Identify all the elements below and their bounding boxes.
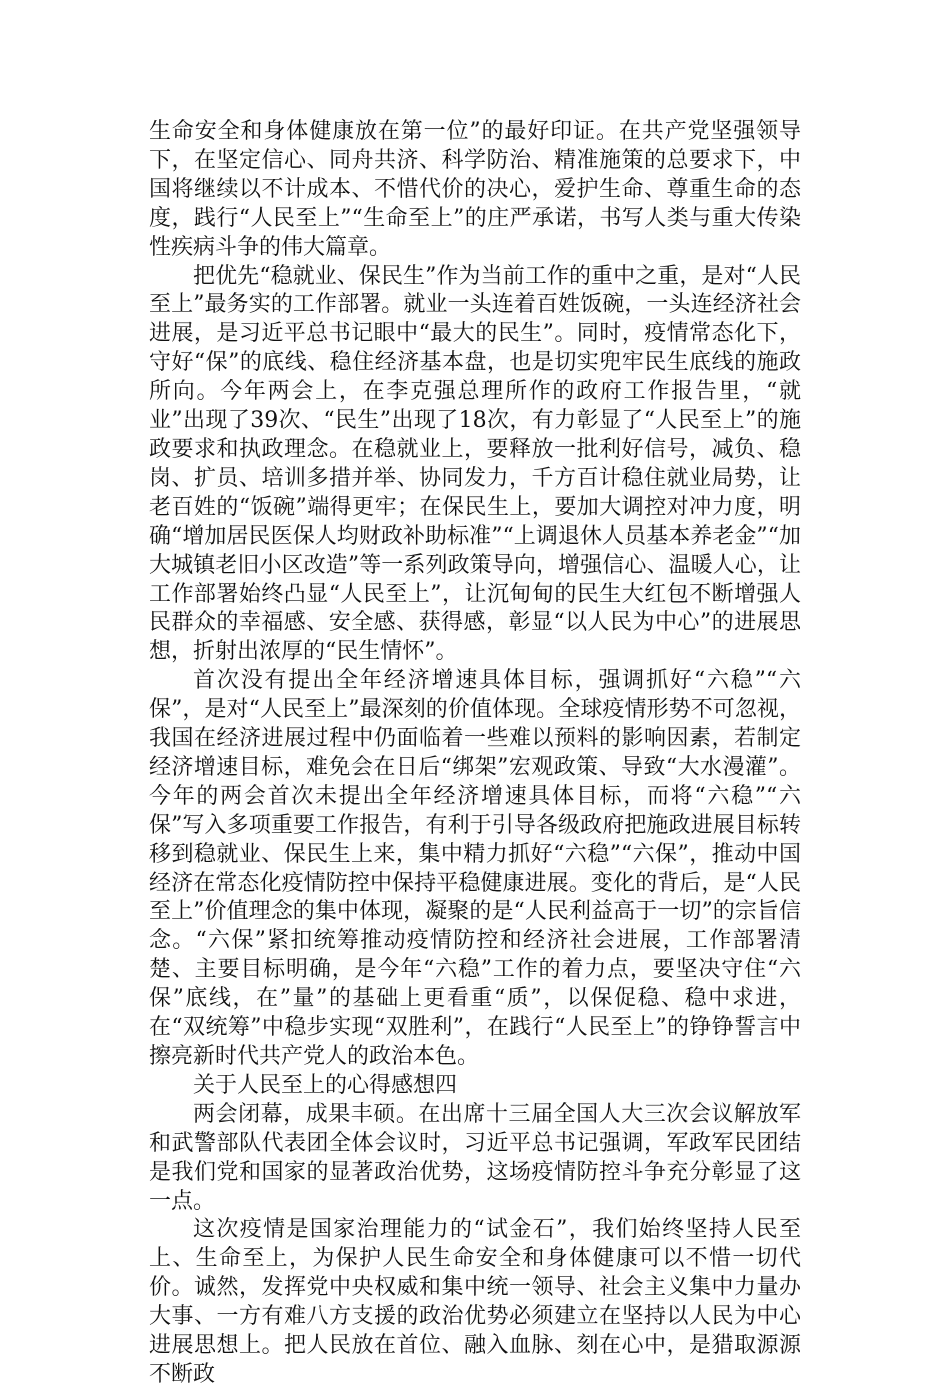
paragraph-5: 这次疫情是国家治理能力的“试金石”，我们始终坚持人民至上、生命至上，为保护人民生命安全和身体健康可以不惜一切代价。诚然，发挥党中央权威和集中统一领导、社会主义集中力量办大事、一方有难八方支援的政治优势必须建立在坚持以人民为中心进展思想上。把人民放在首位、融入血脉、刻在心中，是猎取源源不断政 [149,1217,801,1387]
paragraph-2: 把优先“稳就业、保民生”作为当前工作的重中之重，是对“人民至上”最务实的工作部署。就业一头连着百姓饭碗，一头连经济社会进展，是习近平总书记眼中“最大的民生”。同时，疫情常态化下，守好“保”的底线、稳住经济基本盘，也是切实兜牢民生底线的施政所向。今年两会上，在李克强总理所作的政府工作报告里，“就业”出现了39次、“民生”出现了18次，有力彰显了“人民至上”的施政要求和执政理念。在稳就业上，要释放一批利好信号，减负、稳岗、扩员、培训多措并举、协同发力，千方百计稳住就业局势，让老百姓的“饭碗”端得更牢；在保民生上，要加大调控对冲力度，明确“增加居民医保人均财政补助标准”“上调退休人员基本养老金”“加大城镇老旧小区改造”等一系列政策导向，增强信心、温暖人心，让工作部署始终凸显“人民至上”，让沉甸甸的民生大红包不断增强人民群众的幸福感、安全感、获得感，彰显“以人民为中心”的进展思想，折射出浓厚的“民生情怀”。 [149,263,801,665]
section-heading: 关于人民至上的心得感想四 [193,1072,458,1098]
paragraph-3: 首次没有提出全年经济增速具体目标，强调抓好“六稳”“六保”，是对“人民至上”最深刻的价值体现。全球疫情形势不可忽视，我国在经济进展过程中仍面临着一些难以预料的影响因素，若制定经济增速目标，难免会在日后“绑架”宏观政策、导致“大水漫灌”。今年的两会首次未提出全年经济增速具体目标，而将“六稳”“六保”写入多项重要工作报告，有利于引导各级政府把施政进展目标转移到稳就业、保民生上来，集中精力抓好“六稳”“六保”，推动中国经济在常态化疫情防控中保持平稳健康进展。变化的背后，是“人民至上”价值理念的集中体现，凝聚的是“人民利益高于一切”的宗旨信念。“六保”紧扣统筹推动疫情防控和经济社会进展，工作部署清楚、主要目标明确，是今年“六稳”工作的着力点，要坚决守住“六保”底线，在”量”的基础上更看重“质”，以保促稳、稳中求进，在“双统筹”中稳步实现“双胜利”，在践行“人民至上”的铮铮誓言中擦亮新时代共产党人的政治本色。 [149,668,802,1069]
document-page [149,118,801,1390]
paragraph-1: 生命安全和身体健康放在第一位”的最好印证。在共产党坚强领导下，在坚定信心、同舟共济、科学防治、精准施策的总要求下，中国将继续以不计成本、不惜代价的决心，爱护生命、尊重生命的态度，践行“人民至上”“生命至上”的庄严承诺，书写人类与重大传染性疾病斗争的伟大篇章。 [149,119,801,260]
paragraph-4: 两会闭幕，成果丰硕。在出席十三届全国人大三次会议解放军和武警部队代表团全体会议时，习近平总书记强调，军政军民团结是我们党和国家的显著政治优势，这场疫情防控斗争充分彰显了这一点。 [149,1101,801,1214]
